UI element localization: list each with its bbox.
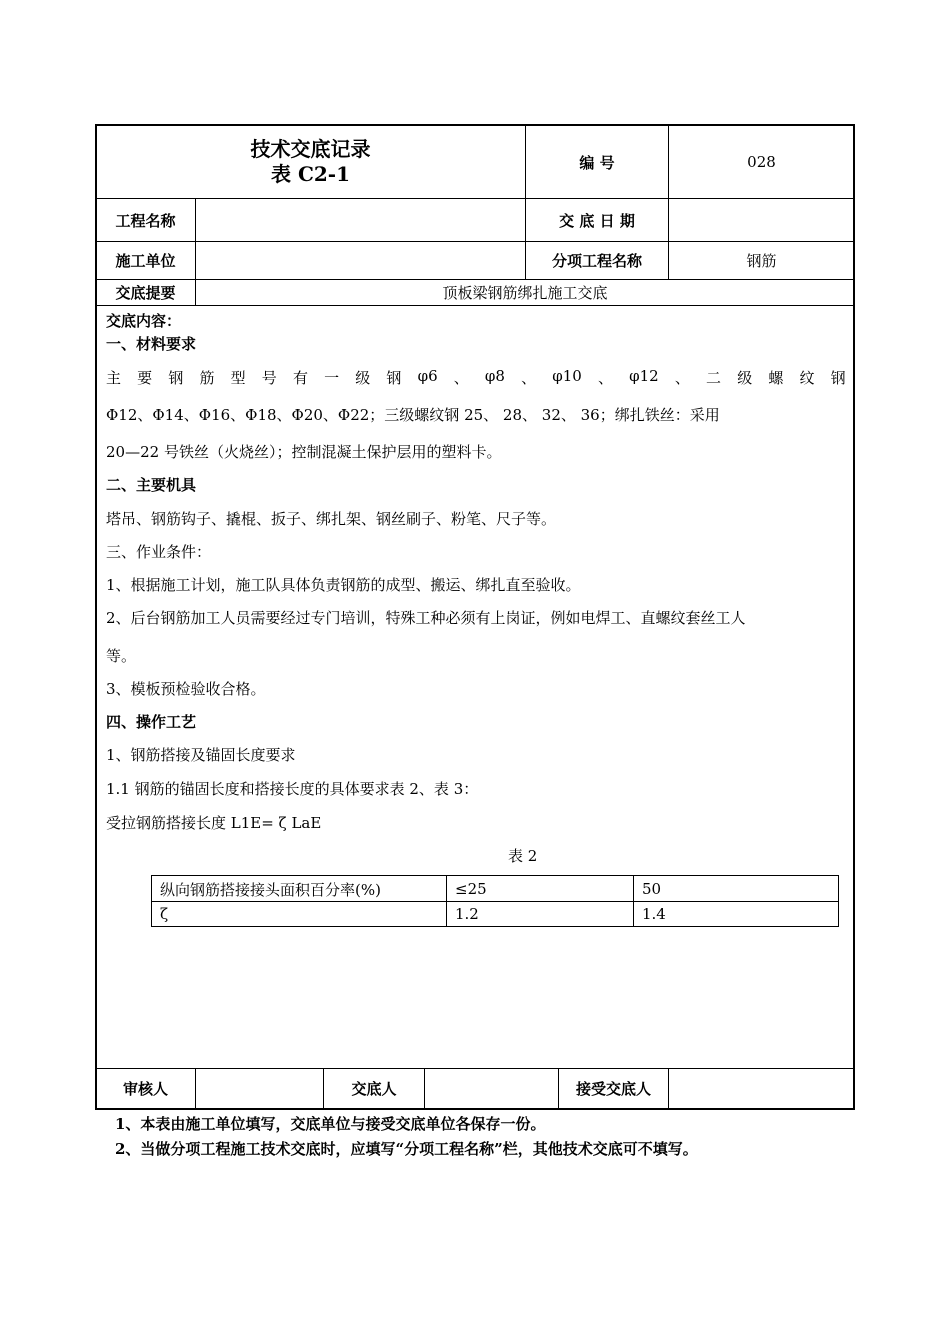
justified-token: 要 <box>137 369 153 387</box>
justified-token: φ10 <box>552 367 582 385</box>
section-4-line-2: 1.1 钢筋的锚固长度和搭接长度的具体要求表 2、表 3： <box>106 780 479 798</box>
number-value[interactable]: 028 <box>747 153 776 171</box>
justified-token: 号 <box>261 369 277 387</box>
section-3-line-1: 1、根据施工计划，施工队具体负责钢筋的成型、搬运、绑扎直至验收。 <box>106 576 581 594</box>
justified-token: 主 <box>106 369 122 387</box>
project-name-label: 工程名称 <box>115 211 176 230</box>
table-cell: ≤25 <box>455 880 487 898</box>
justified-token: 二 <box>706 369 722 387</box>
lap-length-table <box>151 875 839 927</box>
sub-project-label: 分项工程名称 <box>551 252 642 270</box>
justified-token: 筋 <box>199 369 215 387</box>
section-2-title: 二、主要机具 <box>106 476 197 494</box>
sub-project-field[interactable]: 钢筋 <box>746 252 777 270</box>
date-label: 交 底 日 期 <box>559 211 635 230</box>
reviewer-label: 审核人 <box>122 1080 168 1098</box>
section-1-line-3: 20—22 号铁丝（火烧丝）；控制混凝土保护层用的塑料卡。 <box>106 443 502 461</box>
presenter-label: 交底人 <box>351 1080 397 1098</box>
table-caption: 表 2 <box>508 847 538 865</box>
justified-token: 、 <box>597 369 613 387</box>
justified-token: 有 <box>292 369 308 387</box>
justified-token: 钢 <box>830 369 846 387</box>
justified-token: 、 <box>453 369 469 387</box>
section-2-line-1: 塔吊、钢筋钩子、撬棍、扳子、绑扎架、钢丝刷子、粉笔、尺子等。 <box>106 510 557 528</box>
justified-token: 钢 <box>386 369 402 387</box>
justified-token: 级 <box>355 369 371 387</box>
note-1: 1、本表由施工单位填写，交底单位与接受交底单位各保存一份。 <box>115 1115 546 1133</box>
section-1-title: 一、材料要求 <box>106 335 197 353</box>
justified-token: 螺 <box>768 369 784 387</box>
reviewer-field[interactable] <box>196 1069 323 1108</box>
receiver-field[interactable] <box>669 1069 854 1108</box>
section-1-line-1 <box>106 367 846 388</box>
justified-token: 纹 <box>799 369 815 387</box>
form-title-line1: 技术交底记录 <box>250 137 371 161</box>
content-heading: 交底内容： <box>106 312 182 330</box>
summary-field[interactable]: 顶板梁钢筋绑扎施工交底 <box>442 284 608 302</box>
note-2: 2、当做分项工程施工技术交底时，应填写“分项工程名称”栏，其他技术交底可不填写。 <box>115 1140 698 1158</box>
justified-token: 级 <box>737 369 753 387</box>
section-3-line-4: 3、模板预检验收合格。 <box>106 680 266 698</box>
summary-label: 交底提要 <box>115 284 176 302</box>
justified-token: 一 <box>324 369 340 387</box>
table-cell: ζ <box>160 905 169 923</box>
table-cell: 1.2 <box>455 905 479 923</box>
form-title-line2: 表 C2-1 <box>270 162 350 186</box>
section-4-line-1: 1、钢筋搭接及锚固长度要求 <box>106 746 296 764</box>
receiver-label: 接受交底人 <box>575 1080 651 1098</box>
justified-token: 型 <box>230 369 246 387</box>
section-4-title: 四、操作工艺 <box>106 713 197 731</box>
justified-token: φ6 <box>417 367 438 385</box>
table-cell: 纵向钢筋搭接接头面积百分率(%) <box>160 880 381 899</box>
section-1-line-2: Φ12、Φ14、Φ16、Φ18、Φ20、Φ22；三级螺纹钢 25、 28、 32、 36；绑扎铁丝：采用 <box>106 406 720 424</box>
section-3-line-2: 2、后台钢筋加工人员需要经过专门培训，特殊工种必须有上岗证，例如电焊工、直螺纹套丝工人 <box>106 609 746 627</box>
construction-unit-label: 施工单位 <box>115 252 176 270</box>
table-cell: 50 <box>642 880 662 898</box>
justified-token: 、 <box>521 369 537 387</box>
section-3-line-3: 等。 <box>106 647 137 665</box>
presenter-field[interactable] <box>425 1069 558 1108</box>
justified-token: 、 <box>674 369 690 387</box>
justified-token: φ12 <box>629 367 659 385</box>
number-label: 编 号 <box>579 153 615 172</box>
section-4-line-3: 受拉钢筋搭接长度 L1E= ζ LaE <box>106 814 322 832</box>
table-cell: 1.4 <box>642 905 666 923</box>
justified-token: 钢 <box>168 369 184 387</box>
section-3-title: 三、作业条件： <box>106 543 212 561</box>
justified-token: φ8 <box>484 367 505 385</box>
